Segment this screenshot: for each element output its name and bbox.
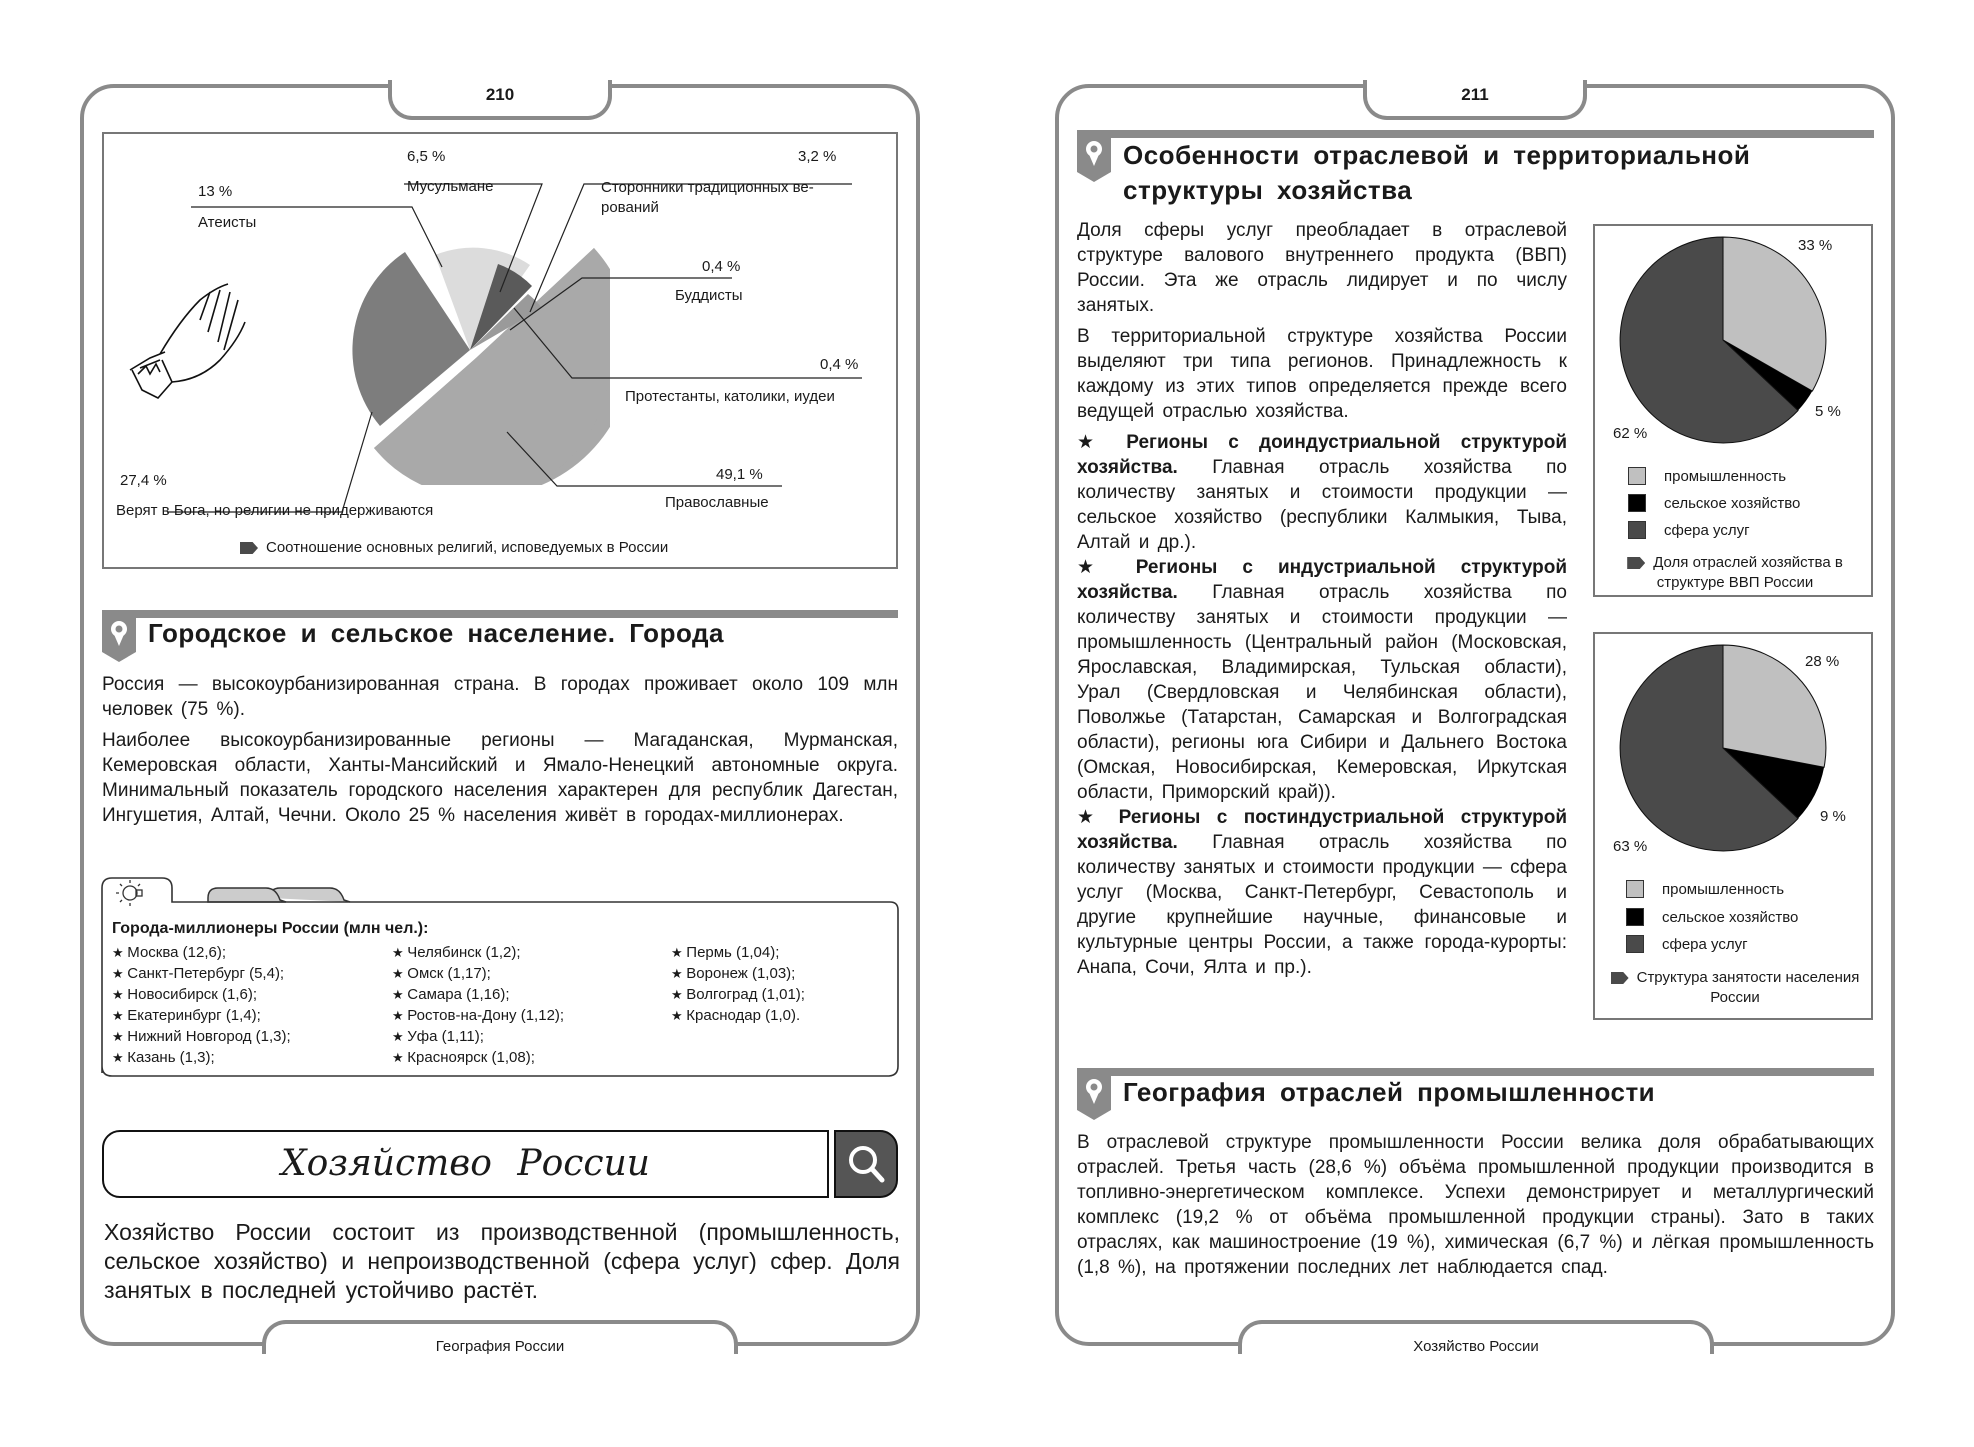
legend-swatch: [1626, 880, 1644, 898]
city-item: ★ Самара (1,16);: [392, 984, 564, 1005]
gdp-legend-industry: промышленность: [1628, 467, 1786, 485]
left-footer: География России: [435, 1338, 565, 1355]
urban-paragraph: Россия — высокоурбанизированная страна. В городах проживает около 109 млн человек (75 %).: [102, 674, 898, 720]
cities-column-3: [671, 942, 805, 1026]
religion-protestants-name: Протестанты, католики, иудеи: [625, 388, 835, 405]
gdp-legend-agriculture: сельское хозяйство: [1628, 494, 1800, 512]
employment-legend-industry: промышленность: [1626, 880, 1784, 898]
lightbulb-icon: [112, 878, 152, 908]
caption-marker-icon: [240, 542, 258, 554]
cities-box-title: Города-миллионеры России (млн чел.):: [112, 920, 429, 937]
religion-believers-name: Верят в Бога, но религии не придерживаются: [116, 502, 434, 519]
region-type-item: ★ Регионы с индустриальной структурой хозяйства. Главная отрасль хозяйства по количеству занятых и стоимости продукции — промышленность (Центральный район (Московская, Ярославская, Владимирская, Тульская области), Урал (Свердловская и Челябинская области), Поволжье (Татарстан, Самарская и Волгоградская области), регионы юга Сибири и Дальнего Востока (Омская, Новосибирская, Кемеровская, Иркутская области, Приморский край)).: [1077, 557, 1567, 803]
city-item: ★ Нижний Новгород (1,3);: [112, 1026, 291, 1047]
cities-column-2: [392, 942, 564, 1068]
employment-industry-pct: 28 %: [1805, 653, 1840, 670]
city-item: ★ Санкт-Петербург (5,4);: [112, 963, 291, 984]
economy-text: Хозяйство России состоит из производственной (промышленность, сельское хозяйство) и непроизводственной (сфера услуг) сфер. Доля занятых в последней устойчиво растёт.: [104, 1219, 900, 1303]
structure-paragraph: В территориальной структуре хозяйства России выделяют три типа регионов. Принадлежность к каждому из этих типов определяется прежде всего ведущей отраслью хозяйства.: [1077, 326, 1567, 422]
religion-traditional-pct: 3,2 %: [798, 148, 837, 165]
employment-chart-caption: Структура занятости населения России: [1600, 968, 1870, 1008]
employment-agriculture-pct: 9 %: [1820, 808, 1846, 825]
gdp-legend-services: сфера услуг: [1628, 521, 1750, 539]
religion-chart-caption: Соотношение основных религий, исповедуемых в России: [240, 538, 668, 558]
map-pin-icon: [102, 612, 136, 662]
gdp-industry-pct: 33 %: [1798, 237, 1833, 254]
search-value: Хозяйство России: [281, 1143, 650, 1184]
religion-traditional-name: Сторонники традиционных ве- рований: [601, 179, 814, 216]
religion-believers-pct: 27,4 %: [120, 472, 167, 489]
city-item: ★ Челябинск (1,2);: [392, 942, 564, 963]
structure-paragraph: Доля сферы услуг преобладает в отраслевой структуре валового внутреннего продукта (ВВП) России. Эта же отрасль лидирует и по числу занятых.: [1077, 220, 1567, 316]
search-icon: [836, 1132, 896, 1196]
caption-marker-icon: [1627, 557, 1645, 569]
section-title-structure: Особенности отраслевой и территориальной структуры хозяйства: [1123, 140, 1751, 205]
search-input[interactable]: [102, 1130, 829, 1198]
structure-text: [1077, 218, 1567, 980]
section-title-urban: Городское и сельское население. Города: [148, 618, 724, 648]
cities-column-1: [112, 942, 291, 1068]
gdp-agriculture-pct: 5 %: [1815, 403, 1841, 420]
city-item: ★ Уфа (1,11);: [392, 1026, 564, 1047]
city-item: ★ Екатеринбург (1,4);: [112, 1005, 291, 1026]
gdp-chart-caption: Доля отраслей хозяйства в структуре ВВП России: [1607, 553, 1863, 593]
religion-orthodox-pct: 49,1 %: [716, 466, 763, 483]
map-pin-icon: [1077, 132, 1111, 182]
search-button[interactable]: [834, 1130, 898, 1198]
legend-swatch: [1628, 467, 1646, 485]
legend-swatch: [1626, 908, 1644, 926]
section-title-industry: География отраслей промышленности: [1123, 1077, 1656, 1107]
employment-services-pct: 63 %: [1613, 838, 1648, 855]
industry-text: В отраслевой структуре промышленности России велика доля обрабатывающих отраслей. Третья часть (28,6 %) объёма промышленной продукции производится в топливно-энергетическом комплексе. Успехи демонстрирует и металлургический комплекс (19,2 % от объёма промышленной продукции страны). Зато в таких отраслях, как машиностроение (19 %), химическая (6,7 %) и лёгкая промышленность (1,8 %), на протяжении последних лет наблюдается спад.: [1077, 1132, 1874, 1278]
region-type-item: ★ Регионы с доиндустриальной структурой хозяйства. Главная отрасль хозяйства по количеству занятых и стоимости продукции — сельское хозяйство (республики Калмыкия, Тыва, Алтай и др.).: [1077, 432, 1567, 553]
city-item: ★ Краснодар (1,0).: [671, 1005, 805, 1026]
city-item: ★ Пермь (1,04);: [671, 942, 805, 963]
religion-buddhists-name: Буддисты: [675, 287, 743, 304]
map-pin-icon: [1077, 1070, 1111, 1120]
city-item: ★ Воронеж (1,03);: [671, 963, 805, 984]
right-footer: Хозяйство России: [1413, 1338, 1539, 1355]
section-bar-structure: [1077, 130, 1874, 138]
religion-protestants-pct: 0,4 %: [820, 356, 859, 373]
city-item: ★ Москва (12,6);: [112, 942, 291, 963]
employment-pie-chart: [1618, 643, 1828, 853]
page-number: 211: [1461, 85, 1489, 104]
city-item: ★ Омск (1,17);: [392, 963, 564, 984]
religion-buddhists-pct: 0,4 %: [702, 258, 741, 275]
city-item: ★ Красноярск (1,08);: [392, 1047, 564, 1068]
caption-marker-icon: [1611, 972, 1629, 984]
left-page-number-tab: [388, 80, 612, 120]
employment-legend-agriculture: сельское хозяйство: [1626, 908, 1798, 926]
page-number: 210: [485, 85, 515, 104]
legend-swatch: [1628, 521, 1646, 539]
urban-text: [102, 672, 898, 834]
legend-swatch: [1628, 494, 1646, 512]
religion-orthodox-name: Православные: [665, 494, 769, 511]
gdp-services-pct: 62 %: [1613, 425, 1648, 442]
religion-muslims-name: Мусульмане: [407, 178, 494, 195]
city-item: ★ Новосибирск (1,6);: [112, 984, 291, 1005]
legend-swatch: [1626, 935, 1644, 953]
city-item: ★ Волгоград (1,01);: [671, 984, 805, 1005]
gdp-pie-chart: [1618, 235, 1828, 445]
city-item: ★ Казань (1,3);: [112, 1047, 291, 1068]
religion-atheists-pct: 13 %: [198, 183, 233, 200]
region-type-item: ★ Регионы с постиндустриальной структурой хозяйства. Главная отрасль хозяйства по количеству занятых и стоимости продукции — сфера услуг (Москва, Санкт-Петербург, Севастополь и другие крупнейшие научные, финансовые и культурные центры России, а также города-курорты: Анапа, Сочи, Ялта и пр.).: [1077, 807, 1567, 978]
religion-atheists-name: Атеисты: [198, 214, 257, 231]
city-item: ★ Ростов-на-Дону (1,12);: [392, 1005, 564, 1026]
religion-muslims-pct: 6,5 %: [407, 148, 446, 165]
urban-paragraph: Наиболее высокоурбанизированные регионы — Магаданская, Мурманская, Кемеровская области, Ханты-Мансийский и Ямало-Ненецкий автономные округа. Минимальный показатель городского населения характерен для республик Дагестан, Ингушетия, Алтай, Чечни. Около 25 % населения живёт в городах-миллионерах.: [102, 730, 898, 826]
employment-legend-services: сфера услуг: [1626, 935, 1748, 953]
right-page-number-tab: [1363, 80, 1587, 120]
